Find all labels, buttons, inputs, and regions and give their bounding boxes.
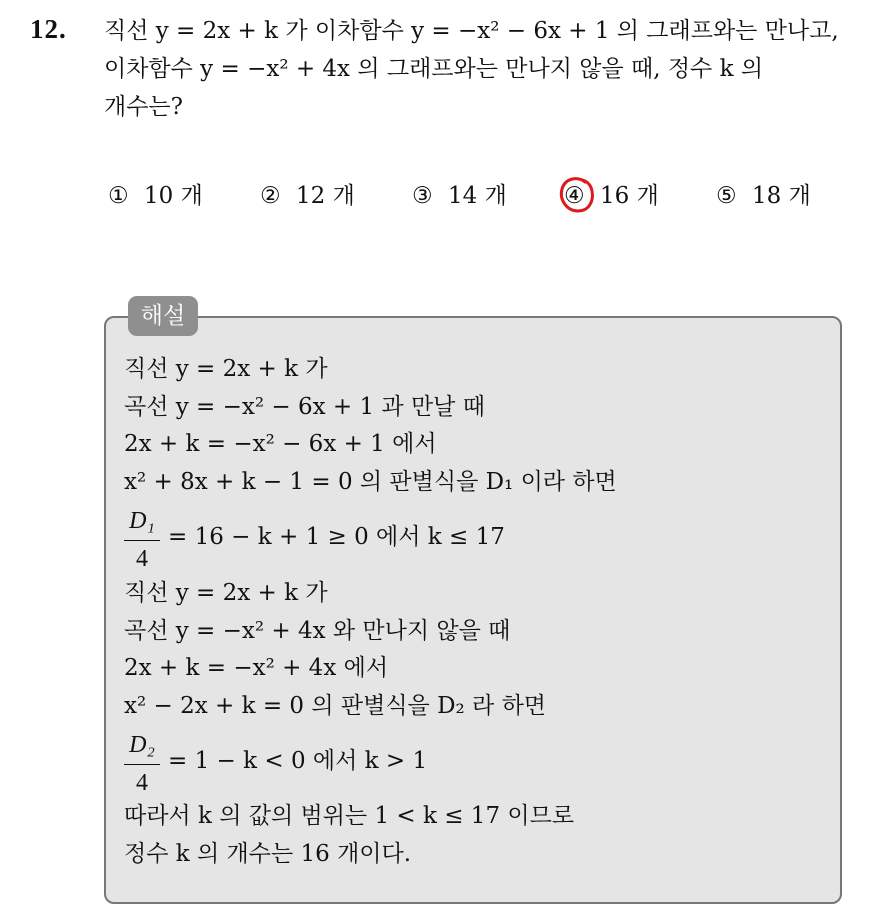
choice-text: 16 개: [600, 183, 659, 209]
solution-line-4: x² + 8x + k − 1 = 0 의 판별식을 D₁ 이라 하면: [124, 469, 617, 495]
choice-text: 14 개: [448, 183, 507, 209]
fraction-denominator: 4: [136, 546, 148, 572]
choice-number: ④: [564, 183, 585, 209]
question-number: 12.: [30, 14, 67, 44]
choice-text: 18 개: [752, 183, 811, 209]
fraction-bar: [124, 540, 160, 541]
solution-line-10: = 1 − k < 0 에서 k > 1: [168, 748, 428, 774]
question-line-1: 직선 y = 2x + k 가 이차함수 y = −x² − 6x + 1 의 그래프와는 만나고,: [104, 18, 839, 44]
solution-line-2: 곡선 y = −x² − 6x + 1 과 만날 때: [124, 394, 485, 420]
choice-1[interactable]: [108, 178, 203, 214]
choice-5[interactable]: [716, 178, 811, 214]
solution-tag: 해설: [128, 296, 198, 336]
choice-text: 12 개: [296, 183, 355, 209]
choice-4[interactable]: [564, 178, 659, 214]
question-line-2: 이차함수 y = −x² + 4x 의 그래프와는 만나지 않을 때, 정수 k 의: [104, 56, 764, 82]
solution-line-9: x² − 2x + k = 0 의 판별식을 D₂ 라 하면: [124, 693, 547, 719]
solution-line-5: = 16 − k + 1 ≥ 0 에서 k ≤ 17: [168, 524, 505, 550]
fraction-numerator: D₂: [129, 732, 155, 758]
choice-2[interactable]: [260, 178, 355, 214]
choice-text: 10 개: [144, 183, 203, 209]
choice-number: ②: [260, 183, 281, 209]
choice-number: ⑤: [716, 183, 737, 209]
solution-line-8: 2x + k = −x² + 4x 에서: [124, 655, 389, 681]
solution-line-1: 직선 y = 2x + k 가: [124, 356, 328, 382]
question-line-3: 개수는?: [104, 94, 183, 120]
choice-number: ①: [108, 183, 129, 209]
fraction-numerator: D₁: [129, 508, 155, 534]
solution-line-6: 직선 y = 2x + k 가: [124, 580, 328, 606]
fraction-bar: [124, 764, 160, 765]
choice-3[interactable]: [412, 178, 507, 214]
fraction-d1-over-4: [124, 506, 160, 576]
solution-line-12: 정수 k 의 개수는 16 개이다.: [124, 841, 412, 867]
fraction-d2-over-4: [124, 730, 160, 800]
solution-line-7: 곡선 y = −x² + 4x 와 만나지 않을 때: [124, 618, 511, 644]
solution-line-3: 2x + k = −x² − 6x + 1 에서: [124, 431, 437, 457]
fraction-denominator: 4: [136, 770, 148, 796]
choice-number: ③: [412, 183, 433, 209]
answer-choices: [108, 178, 828, 214]
solution-line-11: 따라서 k 의 값의 범위는 1 < k ≤ 17 이므로: [124, 803, 575, 829]
